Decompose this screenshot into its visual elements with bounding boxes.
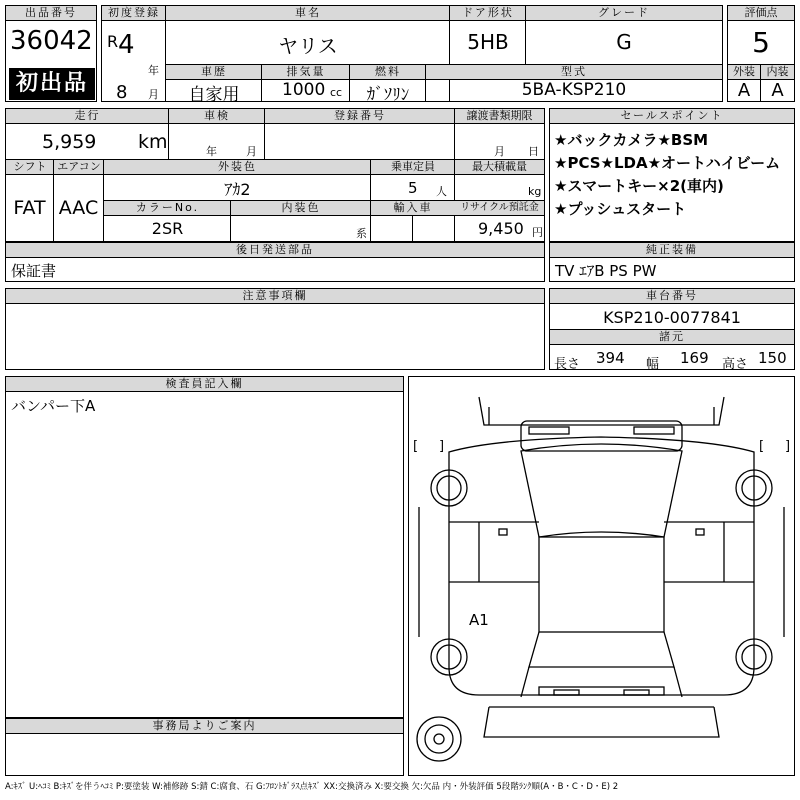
- exterior-color-value: ｱｶ2: [224, 180, 251, 199]
- equipment-box: [549, 242, 795, 282]
- notes-header: 注意事項欄: [6, 289, 544, 304]
- later-parts-value: 保証書: [11, 262, 57, 280]
- rating-box: [727, 5, 795, 102]
- door-header: ドア形状: [450, 6, 526, 21]
- height-value: 150: [758, 349, 787, 367]
- capacity-value: 5: [408, 179, 418, 197]
- car-diagram-box: [408, 376, 795, 776]
- interior-color-unit: 系: [356, 227, 367, 240]
- shift-value: FAT: [13, 197, 46, 219]
- office-header: 事務局よりご案内: [6, 719, 403, 734]
- mileage-header: 走行: [6, 109, 169, 124]
- sales-point-line: ★プッシュスタート: [554, 200, 687, 218]
- registration-year: 4: [118, 30, 135, 60]
- mileage-value: 5,959: [42, 131, 97, 153]
- inspector-header: 検査員記入欄: [6, 377, 403, 392]
- inspector-comment: バンパー下A: [11, 397, 96, 415]
- car-name-value: ヤリス: [278, 34, 338, 58]
- displacement-unit: cc: [330, 86, 343, 99]
- model-code-header: 型式: [426, 65, 722, 80]
- diagram-bracket-left: ]: [439, 439, 445, 454]
- chassis-header: 車台番号: [550, 289, 794, 304]
- recycle-value: 9,450: [478, 219, 524, 238]
- diagram-bracket-left: [: [413, 439, 419, 454]
- color-no-header: カラーNo.: [104, 201, 231, 216]
- transfer-month-unit: 月: [494, 145, 505, 158]
- transfer-header: 譲渡書類期限: [455, 109, 544, 124]
- exterior-rating-header: 外装: [728, 65, 760, 80]
- displacement-value: 1000: [282, 80, 326, 100]
- registration-header: 初度登録: [102, 6, 166, 21]
- legend-text: A:ｷｽﾞ U:ﾍｺﾐ B:ｷｽﾞを伴うﾍｺﾐ P:要塗装 W:補修跡 S:錆 C:腐食、石 G:ﾌﾛﾝﾄｶﾞﾗｽ点ｷｽﾞ XX:交換済み X:要交換 欠:欠品 内・外装評価 5段階ﾗﾝｸ順(A・B・C・D・E) 2: [5, 782, 619, 792]
- history-value: 自家用: [188, 85, 240, 105]
- width-value: 169: [680, 349, 709, 367]
- main-spec-box: [101, 5, 723, 105]
- grade-value: G: [616, 30, 632, 54]
- damage-mark-a1: A1: [469, 611, 489, 629]
- aircon-value: AAC: [58, 197, 99, 219]
- fuel-value: ｶﾞｿﾘﾝ: [366, 85, 410, 105]
- inspection-year-unit: 年: [206, 145, 217, 158]
- dimensions-header: 諸元: [550, 330, 794, 345]
- car-name-header: 車名: [166, 6, 450, 21]
- diagram-bracket-right: [: [759, 439, 765, 454]
- max-load-unit: kg: [528, 185, 542, 198]
- equipment-header: 純正装備: [550, 243, 794, 258]
- inspection-month-unit: 月: [246, 145, 257, 158]
- equipment-value: TV ｴｱB PS PW: [555, 262, 657, 280]
- later-parts-header: 後日発送部品: [6, 243, 544, 258]
- sales-point-line: ★スマートキー×2(車内): [554, 177, 724, 195]
- first-listing-badge: 初出品: [9, 68, 95, 100]
- rating-value: 5: [752, 26, 770, 59]
- max-load-header: 最大積載量: [455, 160, 544, 175]
- exterior-rating: A: [737, 80, 751, 101]
- import-header: 輸入車: [371, 201, 455, 216]
- history-header: 車歴: [166, 65, 262, 80]
- registration-era: R: [107, 32, 119, 51]
- length-label: 長さ: [554, 357, 581, 372]
- inspection-header: 車検: [169, 109, 265, 124]
- interior-rating-header: 内装: [761, 65, 794, 80]
- lot-number: 36042: [10, 26, 93, 56]
- sales-point-line: ★バックカメラ★BSM: [554, 131, 709, 149]
- exterior-color-header: 外装色: [104, 160, 371, 175]
- rating-header: 評価点: [728, 6, 794, 21]
- length-value: 394: [596, 349, 625, 367]
- recycle-unit: 円: [532, 226, 543, 239]
- transfer-day-unit: 日: [528, 145, 539, 158]
- registration-month: 8: [116, 82, 128, 103]
- height-label: 高さ: [722, 357, 749, 372]
- lot-number-header: 出品番号: [6, 6, 96, 21]
- recycle-header: リサイクル預託金: [455, 201, 544, 216]
- capacity-unit: 人: [436, 185, 447, 198]
- model-code-value: 5BA-KSP210: [521, 80, 627, 100]
- plate-header: 登録番号: [265, 109, 455, 124]
- later-parts-box: [5, 242, 545, 282]
- door-value: 5HB: [467, 30, 509, 54]
- inspector-box: [5, 376, 404, 718]
- registration-month-unit: 月: [148, 88, 159, 101]
- lot-number-box: [5, 5, 97, 102]
- color-no-value: 2SR: [151, 219, 184, 238]
- sales-points-box: [549, 108, 795, 242]
- notes-box: [5, 288, 545, 370]
- displacement-header: 排気量: [262, 65, 350, 80]
- aircon-header: エアコン: [54, 160, 104, 175]
- fuel-header: 燃料: [350, 65, 426, 80]
- diagram-bracket-right: ]: [785, 439, 791, 454]
- chassis-box: [549, 288, 795, 370]
- vehicle-detail-box: [5, 108, 545, 242]
- office-box: [5, 718, 404, 776]
- mileage-unit: km: [138, 131, 168, 153]
- capacity-header: 乗車定員: [371, 160, 455, 175]
- sales-point-line: ★PCS★LDA★オートハイビーム: [554, 154, 781, 172]
- interior-color-header: 内装色: [231, 201, 371, 216]
- car-diagram: [409, 377, 794, 775]
- width-label: 幅: [646, 357, 660, 372]
- registration-year-unit: 年: [148, 64, 159, 77]
- grade-header: グレード: [526, 6, 722, 21]
- sales-points-header: セールスポイント: [550, 109, 794, 124]
- interior-rating: A: [771, 80, 784, 101]
- shift-header: シフト: [6, 160, 54, 175]
- chassis-number: KSP210-0077841: [603, 308, 741, 327]
